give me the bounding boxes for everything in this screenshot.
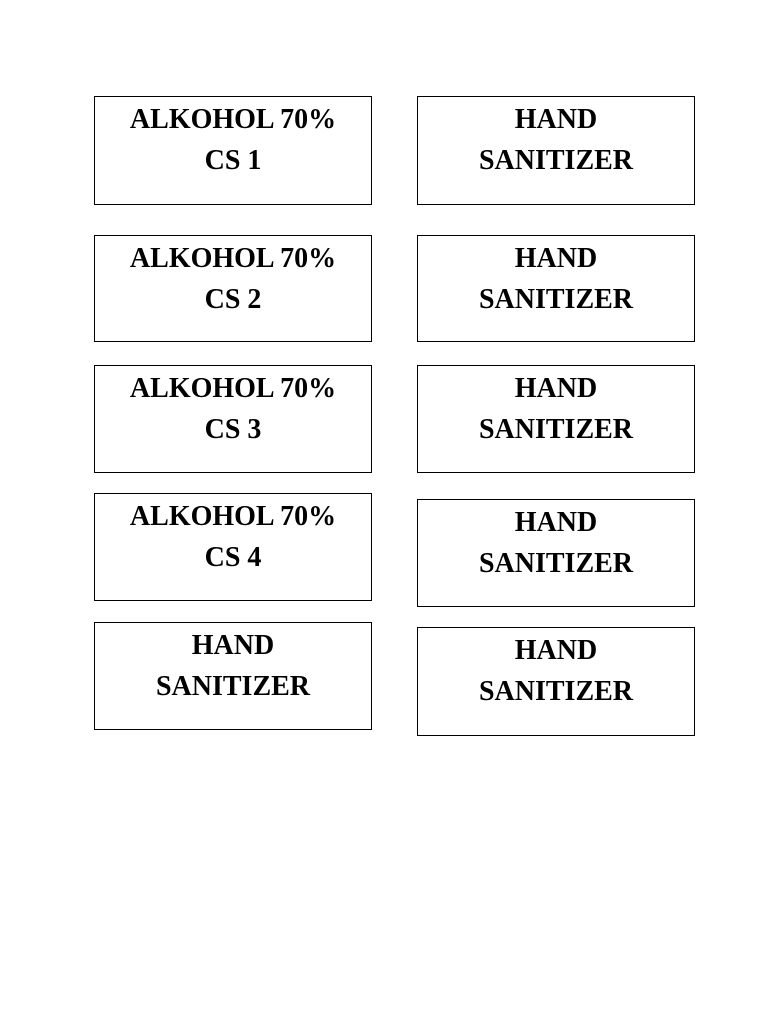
label-card-hand-sanitizer bbox=[417, 499, 695, 607]
label-title: HAND bbox=[191, 630, 275, 661]
label-subtitle: SANITIZER bbox=[155, 671, 311, 702]
label-card-hand-sanitizer bbox=[417, 96, 695, 205]
label-title: HAND bbox=[514, 507, 598, 538]
label-title: HAND bbox=[514, 104, 598, 135]
label-subtitle: SANITIZER bbox=[478, 676, 634, 707]
label-title: ALKOHOL 70% bbox=[129, 373, 337, 404]
label-card-alkohol-cs2 bbox=[94, 235, 372, 342]
label-subtitle: SANITIZER bbox=[478, 548, 634, 579]
label-subtitle: CS 1 bbox=[204, 145, 262, 176]
label-title: ALKOHOL 70% bbox=[129, 243, 337, 274]
label-title: HAND bbox=[514, 373, 598, 404]
label-title: ALKOHOL 70% bbox=[129, 104, 337, 135]
label-card-alkohol-cs1 bbox=[94, 96, 372, 205]
label-subtitle: CS 3 bbox=[204, 414, 262, 445]
label-subtitle: CS 2 bbox=[204, 284, 262, 315]
label-card-alkohol-cs4 bbox=[94, 493, 372, 601]
label-card-alkohol-cs3 bbox=[94, 365, 372, 473]
label-title: HAND bbox=[514, 635, 598, 666]
label-card-hand-sanitizer bbox=[94, 622, 372, 730]
label-subtitle: SANITIZER bbox=[478, 284, 634, 315]
label-card-hand-sanitizer bbox=[417, 365, 695, 473]
label-title: HAND bbox=[514, 243, 598, 274]
label-card-hand-sanitizer bbox=[417, 235, 695, 342]
label-subtitle: SANITIZER bbox=[478, 414, 634, 445]
label-subtitle: CS 4 bbox=[204, 542, 262, 573]
label-card-hand-sanitizer bbox=[417, 627, 695, 736]
label-title: ALKOHOL 70% bbox=[129, 501, 337, 532]
label-subtitle: SANITIZER bbox=[478, 145, 634, 176]
